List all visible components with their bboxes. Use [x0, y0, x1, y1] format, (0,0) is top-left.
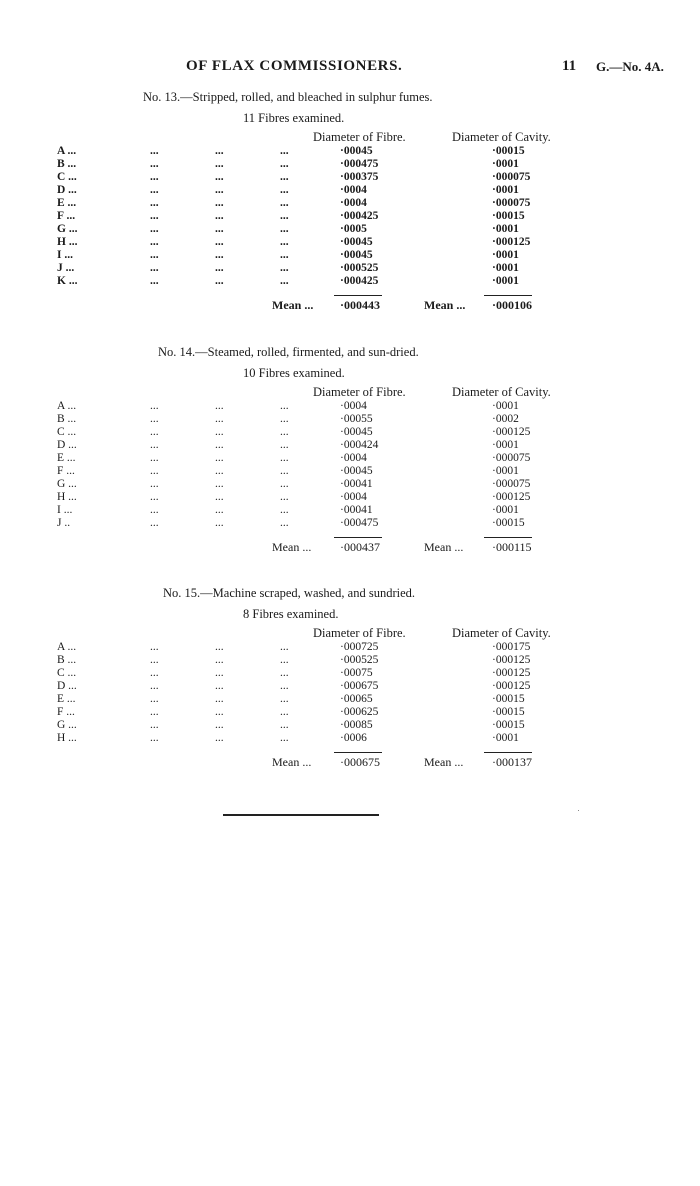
leader-dots: ... [280, 210, 289, 222]
row-label: K ... [57, 275, 78, 287]
leader-dots: ... [280, 236, 289, 248]
leader-dots: ... [280, 452, 289, 464]
row-label: H ... [57, 732, 77, 744]
leader-dots: ... [280, 275, 289, 287]
row-label: B ... [57, 158, 77, 170]
table-row [0, 517, 700, 530]
cavity-diameter: ·000075 [492, 171, 531, 183]
leader-dots: ... [215, 517, 224, 529]
leader-dots: ... [280, 465, 289, 477]
fibre-diameter: ·000725 [340, 641, 379, 653]
table-row [0, 667, 700, 680]
table-row [0, 439, 700, 452]
leader-dots: ... [150, 504, 159, 516]
leader-dots: ... [280, 158, 289, 170]
cavity-diameter: ·0001 [492, 249, 519, 261]
leader-dots: ... [215, 158, 224, 170]
sum-rule-cavity [484, 752, 532, 753]
leader-dots: ... [215, 400, 224, 412]
fibres-examined: 10 Fibres examined. [243, 366, 345, 380]
leader-dots: ... [150, 158, 159, 170]
leader-dots: ... [280, 641, 289, 653]
table-row [0, 171, 700, 184]
leader-dots: ... [150, 693, 159, 705]
table-row [0, 275, 700, 288]
leader-dots: ... [150, 145, 159, 157]
table-row [0, 654, 700, 667]
fibre-diameter: ·000675 [340, 680, 379, 692]
fibre-diameter: ·0004 [340, 452, 367, 464]
leader-dots: ... [280, 262, 289, 274]
row-label: A ... [57, 145, 77, 157]
fibre-diameter: ·000425 [340, 210, 379, 222]
cavity-diameter: ·000075 [492, 478, 531, 490]
table-row [0, 693, 700, 706]
document-reference: G.—No. 4A. [596, 59, 664, 74]
cavity-diameter: ·00015 [492, 145, 525, 157]
mean-label-cavity: Mean ... [424, 755, 464, 769]
row-label: H ... [57, 491, 77, 503]
table-row [0, 236, 700, 249]
leader-dots: ... [215, 452, 224, 464]
leader-dots: ... [215, 641, 224, 653]
fibre-diameter: ·000425 [340, 275, 379, 287]
table-row [0, 184, 700, 197]
leader-dots: ... [150, 171, 159, 183]
table-row [0, 706, 700, 719]
leader-dots: ... [280, 680, 289, 692]
mean-cavity: ·000137 [492, 755, 532, 769]
fibre-diameter: ·0004 [340, 491, 367, 503]
table-row [0, 145, 700, 158]
mean-label-fibre: Mean ... [272, 755, 312, 769]
fibre-diameter: ·0004 [340, 184, 367, 196]
page-number: 11 [562, 58, 577, 74]
row-label: C ... [57, 426, 77, 438]
leader-dots: ... [280, 145, 289, 157]
fibre-diameter: ·000625 [340, 706, 379, 718]
page-header [0, 58, 700, 78]
fibre-diameter: ·000424 [340, 439, 379, 451]
row-label: E ... [57, 197, 77, 209]
fibre-diameter: ·00045 [340, 145, 373, 157]
cavity-diameter: ·0001 [492, 158, 519, 170]
row-label: F ... [57, 706, 75, 718]
leader-dots: ... [280, 693, 289, 705]
footer-rule [223, 814, 379, 816]
mean-label-cavity: Mean ... [424, 540, 464, 554]
leader-dots: ... [150, 517, 159, 529]
cavity-diameter: ·0001 [492, 439, 519, 451]
mean-cavity: ·000115 [492, 540, 532, 554]
row-label: J .. [57, 517, 71, 529]
leader-dots: ... [215, 719, 224, 731]
leader-dots: ... [280, 426, 289, 438]
leader-dots: ... [150, 465, 159, 477]
cavity-diameter: ·000125 [492, 491, 531, 503]
table-row [0, 680, 700, 693]
fibre-diameter: ·00055 [340, 413, 373, 425]
column-header-fibre: Diameter of Fibre. [313, 385, 406, 399]
leader-dots: ... [150, 680, 159, 692]
section-heading: No. 15.—Machine scraped, washed, and sundried. [163, 586, 416, 600]
fibre-diameter: ·00075 [340, 667, 373, 679]
cavity-diameter: ·000125 [492, 236, 531, 248]
leader-dots: ... [280, 197, 289, 209]
table-row [0, 223, 700, 236]
fibre-diameter: ·000525 [340, 262, 379, 274]
leader-dots: ... [280, 400, 289, 412]
leader-dots: ... [215, 732, 224, 744]
fibre-diameter: ·00085 [340, 719, 373, 731]
leader-dots: ... [280, 517, 289, 529]
leader-dots: ... [215, 504, 224, 516]
cavity-diameter: ·00015 [492, 517, 525, 529]
cavity-diameter: ·00015 [492, 693, 525, 705]
row-label: J ... [57, 262, 75, 274]
leader-dots: ... [215, 654, 224, 666]
leader-dots: ... [150, 478, 159, 490]
row-label: G ... [57, 719, 77, 731]
cavity-diameter: ·00015 [492, 210, 525, 222]
leader-dots: ... [150, 210, 159, 222]
table-row [0, 641, 700, 654]
mean-label-fibre: Mean ... [272, 298, 314, 312]
cavity-diameter: ·0001 [492, 184, 519, 196]
mean-fibre: ·000675 [340, 755, 380, 769]
sum-rule-cavity [484, 537, 532, 538]
fibre-diameter: ·000375 [340, 171, 379, 183]
section-heading: No. 13.—Stripped, rolled, and bleached in sulphur fumes. [143, 90, 433, 104]
table-row [0, 249, 700, 262]
row-label: A ... [57, 641, 77, 653]
leader-dots: ... [280, 478, 289, 490]
cavity-diameter: ·0002 [492, 413, 519, 425]
cavity-diameter: ·000125 [492, 667, 531, 679]
leader-dots: ... [280, 223, 289, 235]
section-heading: No. 14.—Steamed, rolled, firmented, and sun-dried. [158, 345, 419, 359]
table-row [0, 732, 700, 745]
table-row [0, 491, 700, 504]
leader-dots: ... [150, 197, 159, 209]
leader-dots: ... [150, 641, 159, 653]
leader-dots: ... [150, 413, 159, 425]
leader-dots: ... [150, 223, 159, 235]
table-row [0, 465, 700, 478]
leader-dots: ... [215, 465, 224, 477]
leader-dots: ... [215, 184, 224, 196]
leader-dots: ... [150, 439, 159, 451]
cavity-diameter: ·000175 [492, 641, 531, 653]
cavity-diameter: ·0001 [492, 262, 519, 274]
mean-fibre: ·000437 [340, 540, 380, 554]
leader-dots: ... [280, 249, 289, 261]
leader-dots: ... [215, 706, 224, 718]
table-row [0, 210, 700, 223]
table-row [0, 262, 700, 275]
row-label: H ... [57, 236, 78, 248]
leader-dots: ... [215, 249, 224, 261]
sum-rule-fibre [334, 537, 382, 538]
fibre-diameter: ·00041 [340, 504, 373, 516]
fibre-diameter: ·0004 [340, 197, 367, 209]
mean-label-cavity: Mean ... [424, 298, 466, 312]
row-label: C ... [57, 171, 77, 183]
leader-dots: ... [280, 184, 289, 196]
cavity-diameter: ·0001 [492, 400, 519, 412]
row-label: I ... [57, 504, 73, 516]
fibre-diameter: ·0006 [340, 732, 367, 744]
table-row [0, 452, 700, 465]
fibre-diameter: ·0004 [340, 400, 367, 412]
row-label: C ... [57, 667, 77, 679]
leader-dots: ... [215, 491, 224, 503]
row-label: D ... [57, 439, 77, 451]
table-row [0, 197, 700, 210]
mean-fibre: ·000443 [340, 298, 381, 312]
row-label: B ... [57, 654, 77, 666]
leader-dots: ... [215, 210, 224, 222]
cavity-diameter: ·0001 [492, 732, 519, 744]
row-label: E ... [57, 693, 76, 705]
row-label: B ... [57, 413, 77, 425]
leader-dots: ... [150, 719, 159, 731]
table-row [0, 413, 700, 426]
leader-dots: ... [215, 413, 224, 425]
leader-dots: ... [215, 197, 224, 209]
column-header-cavity: Diameter of Cavity. [452, 385, 551, 399]
fibre-diameter: ·000475 [340, 158, 379, 170]
row-label: F ... [57, 210, 76, 222]
leader-dots: ... [215, 223, 224, 235]
fibre-diameter: ·00045 [340, 465, 373, 477]
leader-dots: ... [215, 145, 224, 157]
cavity-diameter: ·0001 [492, 504, 519, 516]
sum-rule-fibre [334, 295, 382, 296]
sum-rule-fibre [334, 752, 382, 753]
leader-dots: ... [150, 262, 159, 274]
leader-dots: ... [280, 706, 289, 718]
column-header-cavity: Diameter of Cavity. [452, 130, 551, 144]
cavity-diameter: ·000075 [492, 452, 531, 464]
leader-dots: ... [280, 413, 289, 425]
cavity-diameter: ·0001 [492, 223, 519, 235]
leader-dots: ... [280, 719, 289, 731]
fibre-diameter: ·0005 [340, 223, 367, 235]
table-row [0, 400, 700, 413]
leader-dots: ... [150, 184, 159, 196]
fibre-diameter: ·00045 [340, 236, 373, 248]
leader-dots: ... [280, 491, 289, 503]
leader-dots: ... [215, 693, 224, 705]
mean-label-fibre: Mean ... [272, 540, 312, 554]
fibre-diameter: ·00045 [340, 249, 373, 261]
row-label: D ... [57, 680, 77, 692]
leader-dots: ... [280, 439, 289, 451]
leader-dots: ... [215, 171, 224, 183]
cavity-diameter: ·000125 [492, 654, 531, 666]
leader-dots: ... [150, 249, 159, 261]
page-title: OF FLAX COMMISSIONERS. [186, 58, 403, 74]
leader-dots: ... [215, 275, 224, 287]
table-row [0, 158, 700, 171]
scan-speck [578, 810, 579, 811]
leader-dots: ... [215, 236, 224, 248]
mean-cavity: ·000106 [492, 298, 533, 312]
leader-dots: ... [280, 171, 289, 183]
cavity-diameter: ·000075 [492, 197, 531, 209]
leader-dots: ... [215, 478, 224, 490]
leader-dots: ... [280, 654, 289, 666]
table-row [0, 478, 700, 491]
row-label: G ... [57, 223, 78, 235]
cavity-diameter: ·00015 [492, 719, 525, 731]
leader-dots: ... [150, 667, 159, 679]
leader-dots: ... [215, 667, 224, 679]
table-row [0, 426, 700, 439]
table-row [0, 719, 700, 732]
row-label: G ... [57, 478, 77, 490]
leader-dots: ... [150, 491, 159, 503]
cavity-diameter: ·00015 [492, 706, 525, 718]
leader-dots: ... [150, 452, 159, 464]
row-label: A ... [57, 400, 77, 412]
row-label: D ... [57, 184, 77, 196]
column-header-cavity: Diameter of Cavity. [452, 626, 551, 640]
fibre-diameter: ·00041 [340, 478, 373, 490]
leader-dots: ... [150, 706, 159, 718]
row-label: E ... [57, 452, 76, 464]
leader-dots: ... [150, 275, 159, 287]
fibre-diameter: ·00065 [340, 693, 373, 705]
leader-dots: ... [215, 262, 224, 274]
leader-dots: ... [150, 654, 159, 666]
sum-rule-cavity [484, 295, 532, 296]
fibre-diameter: ·000525 [340, 654, 379, 666]
cavity-diameter: ·000125 [492, 680, 531, 692]
row-label: I ... [57, 249, 73, 261]
leader-dots: ... [280, 504, 289, 516]
leader-dots: ... [150, 236, 159, 248]
fibres-examined: 8 Fibres examined. [243, 607, 339, 621]
table-row [0, 504, 700, 517]
leader-dots: ... [280, 667, 289, 679]
fibres-examined: 11 Fibres examined. [243, 111, 345, 125]
leader-dots: ... [150, 426, 159, 438]
fibre-diameter: ·000475 [340, 517, 379, 529]
cavity-diameter: ·0001 [492, 465, 519, 477]
row-label: F ... [57, 465, 75, 477]
column-header-fibre: Diameter of Fibre. [313, 130, 406, 144]
leader-dots: ... [280, 732, 289, 744]
leader-dots: ... [150, 400, 159, 412]
leader-dots: ... [150, 732, 159, 744]
leader-dots: ... [215, 426, 224, 438]
cavity-diameter: ·0001 [492, 275, 519, 287]
column-header-fibre: Diameter of Fibre. [313, 626, 406, 640]
leader-dots: ... [215, 680, 224, 692]
leader-dots: ... [215, 439, 224, 451]
cavity-diameter: ·000125 [492, 426, 531, 438]
fibre-diameter: ·00045 [340, 426, 373, 438]
